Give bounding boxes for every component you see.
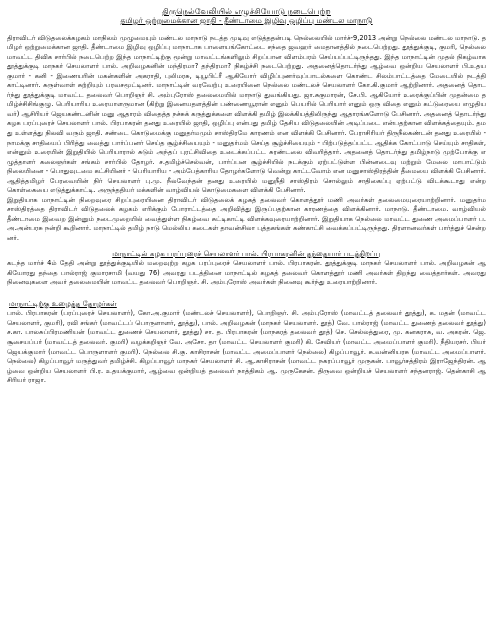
body-paragraph-4: பால். பிரபாகரன் (பரப்புரைச் செயலாளர்), கோ.அ.குமார் (மண்டலச் செயலாளர்), பொறிஞர். சி. அம்புரோஸ் (மாவட்டத் தலைவர் தூத்து), க. மதன் (மாவட்ட செயலாளர், குமரி), ரவி சங்கர் (மாவட்டப் பொருளாளர், தூத்து), பால். அறிவழகன் (மாநகர் செயலாளர். தூத்) வே. பால்ராஜ் (மாவட்ட துணைத் தலைவர் தூத்து) ச.கா. பாலசுப்பிரமணியன் (மாவட்ட துணைச் செயலாளர், தூத்து) சா. த. பிரபாகரன் (மாநகரத் தலைவர் தூத்) செ. செல்லத்துரை, மு. கனகராசு, வ. அகரன். ஜெ.சூசையப்பர் (மாவட்டத் தலைவர். குமரி) வழக்கறிஞர் வே. அசோ. தா (மாவட்ட செயலாளர் குமரி) கி. சேவியர் (மாவட்ட அமைப்பாளர் குமரி). நீதியரசர். பியர் ஜெயக்குமார் (மாவட்ட பொருளாளர் குமரி). நெல்லை சி.கு. காசிராசன் (மாவட்ட அமைப்பாளர் நெல்லை) கிழப்பாவூர். சு.வன்னியரசு (மாவட்ட அமைப்பாளர். நெல்லை) கிழப்பாவூர் மருத்துவர் தமிழ்ச்சி. கிழப்பாவூர் மாநகர் செயலாளர் சி. ஆ.காசிராசன் (மாவட்ட நகரப்பாவூர் முருகன். பாவூர்சத்திரம் இராஜேந்திரன். ஆழ்வை ஒன்றிய செயலாளர் பி.ர. உதயக்குமார், ஆழ்வை ஒன்றியத் தலைவர் நாத்திகம் ஆ. முருகேசன். திருவை ஒன்றியச் செயலாளர் சந்தனராஜ். தென்காசி ஆசிரியர் ராஜா. <box>7 309 486 385</box>
body-paragraph-3: கடந்த மார்ச் 4ம் தேதி அன்று தூத்துக்குடியில் மறைவுற்ற கழக பரப்புரைச் செயலாளர் பால். பிரபாகரன். தூத்துக்குடி மாநகர் செயலாளர் பால். அறிவழகன் ஆகியோரது தந்தை பால்ராஜ் குமாரசாமி (வயது 76) அவரது படத்தினை மாநாட்டில் கழகத் தலைவர் கொளத்தூர் மணி அவர்கள் திறந்து வைத்தார்கள். அவரது நினைவுகளை அவர் தலைமையின் மாவட்ட தலைவர் பொறிஞர். சி. அம்புரோஸ் அவர்கள் நினைவு கூர்ந்து உரையாற்றினார். <box>7 259 486 287</box>
document-title: திருநெல்வேலியில் எழுச்சியோடு நடைபெற்ற <box>162 6 331 16</box>
body-paragraph-2: இறுதியாக மாநாட்டின் நிறைவுரை சிறப்புரையினை திராவிடர் விடுதலைக் கழகத் தலைவர் கொளத்தூர் மணி அவர்கள் தலைமையுரையாற்றினார். மனுதர்ம சாஸ்திரத்தை திராவிடர் விடுதலைக் கழகம் எரிக்கும் போராட்டத்தை அறிவித்து இருப்பதற்கான காரணத்தை விளக்கினார். மாநாடு. தீண்டாமை. வாழ்வியல் தீண்டாமை இவைற இன்னும் நடைமுறையில் வைத்துள்ள நிகழ்வை சுட்டிகாட்டி விளக்கவுரையாற்றினார். இறுதியாக நெல்லை மாவட்ட துணை அமைப்பாளர் ப.அ.அன்பரசு நன்றி கூறினார். மாநாட்டில் தமிழ் நாடு மெல்லிய கடைகள் தாவன்சிலா புத்தகங்கள் கண்காட்சி வைக்கப்பட்டிருந்தது. திரளானவர்கள் பார்த்துச் சென்றனர். <box>7 195 486 242</box>
section-heading-volunteers: மாநாட்டிற்கு உழைத்த தோழர்கள் <box>9 298 117 308</box>
section-heading-portrait-unveiling: மாநாட்டில் கழக பரப்புரைச் செயலாளர் பால். பிரபாகரனின் தந்தையார் படத்திறப்பு <box>112 248 381 258</box>
document-subtitle: தமிழர் ஒற்றுமைக்கான ஜாதி - தீண்டாமை இழிவு ஒழிப்பு மண்டல மாநாடு <box>120 16 373 25</box>
body-paragraph-1: திராவிடர் விடுதலைக்கழகம் மாநிலம் முழுமையும் மண்டல மாநாடு நடத்த முடிவு எடுத்ததன்படி நெல்லையில் மார்ச்-9,2013 அன்று நெல்லை மண்டல மாநாடு. தமிழர் ஒற்றுமைக்கான ஜாதி. தீண்டாமை இழிவு ஒழிப்பு மாநாடாக பாளையங்கோட்டை சந்தை ஜவஹர் மைதானத்தில் நடைபெற்றது. தூத்துக்குடி, குமரி, நெல்லை மாவட்ட திவிக சார்பில் நடைபெற்ற இந்த மாநாட்டிற்கு மூன்று மாவட்டங்களிலும் சிறப்பான விளம்பரம் செய்யப்பட்டிருந்தது. இந்த மாநாட்டின் முதல் நிகழ்வாக தூத்துக்குடி மாநகர் செயலாளர் பால். அறிவழகனின் மந்திரமா? தந்திரமா? நிகழ்ச்சி நடைபெற்றது. அதனைத்தொடர்ந்து ஆழ்வை ஒன்றிய செயலாளர் பி.உதயகுமார் - கனி - இணையரின் மகன்களின் அகராதி, புலிமரசு, டியூபிட்ரீ ஆகியோர் விழிப்புணர்வுப்பாடல்களை கொண்ட சிலம்பாட்டத்தை மேடையில் நடத்தி காட்டினார். சுருள்வாள் சுற்றியும் பரவசமூட்டினர். மாநாட்டின் வரவேற்பு உரையினை நெல்லை மண்டலச் செயலாளர் கோ.கி.குமார் ஆற்றினார். அதனைத் தொடர்ந்து தூத்துக்குடி மாவட்ட தலைவர் பொறிஞர் சி. அம்புரோஸ் தலைமையில் மாநாடு துவங்கியது. ஜா.சுகுமாரன், சே.பி. ஆகியோர் உரைக்குப்பின் முதன்மை தமிழ்ச்சிசிங்குழு. பெரியாரிய உரையாளருமான (கிற்று இனையதளத்தின் பண்ணையூரான் எனும் பெயரில் பெரியார் எனும் ஒரு விதை எனும் கட்டுரையை எழுதியவர்) ஆசிரியர் ஜெயகண்டனின் மனு ஆதாரம் விதைத்த நச்சுக் கருத்துக்களை விளக்கி தமிழ் இலக்கியத்திலிருந்து ஆதாரங்களோடு பேசினார். அதனைத் தொடர்ந்து கழக பரப்புரைச் செயலாளர் பால். பிரபாகரன் தனது உரையில் ஜாதி, ஒழிப்பு என்பது தமிழ் தேசிய விடுதலையின் அடிப்படை என்பதற்கான விளக்கத்தையும். தமது உள்ளத்து நிலவி வரும் ஜாதி. சண்டை கொடுமைக்கு மனுதர்மமும் சாஸ்திரமே காரணம் என விளக்கி பேசினார். பேராசிரியர் திருநீலகண்டன் தனது உரையில் - நாமக்கு சாதியைப் பிரித்து வைத்து பார்ப்பனர் செய்த சூழ்ச்சியையும் - மனுதர்மம் செய்த சூழ்ச்சியையும் - பிற்படுத்தப்பட்ட ஆதிக்க கோட்பாடு செய்யும் சாதிகள், என்னும் உரையின் இறுதியில் பெரியாரால் சுடும் அந்தப் புரட்சிவிதை உடைக்கப்பட்ட சுரண்டலை விவரித்தார். அதனைத் தொடர்ந்து தமிழ்நாடு முற்போக்கு எழுத்தாளர் கலைஞர்கள் சங்கம் சார்பில் தோழர். ச.தமிழ்ச்செல்வன், பார்ப்பன சூழ்ச்சியில் நடக்கும் ஏற்பட்டுள்ள பின்னடைவு மற்றும் மேலை மாபாட்டும் நிலையினை - பொதுவுடமை கட்சியினர் - பெரியாரிய - அம்பேத்காரிய தோழர்களோடு வென்று காட்டவோம் என மனுசாஸ்திரத்தின் தீமையை விளக்கி பேசினார். ஆதித்தமிழர் பேரவையின் நிர் செயலாளர் பு.மு. நீலவேந்தன் தனது உரையில் மனுநீதி சாஸ்திரம் சொல்லும் சாதிகைப்பு ஏற்பட்டு விடக்கூடாது என்ற கொள்கையை எடுத்துக்காட்டி. அருந்ததியர் மக்களின் வாழ்வியல் கொடுமைகளை விளக்கி பேசினார். <box>7 33 486 195</box>
